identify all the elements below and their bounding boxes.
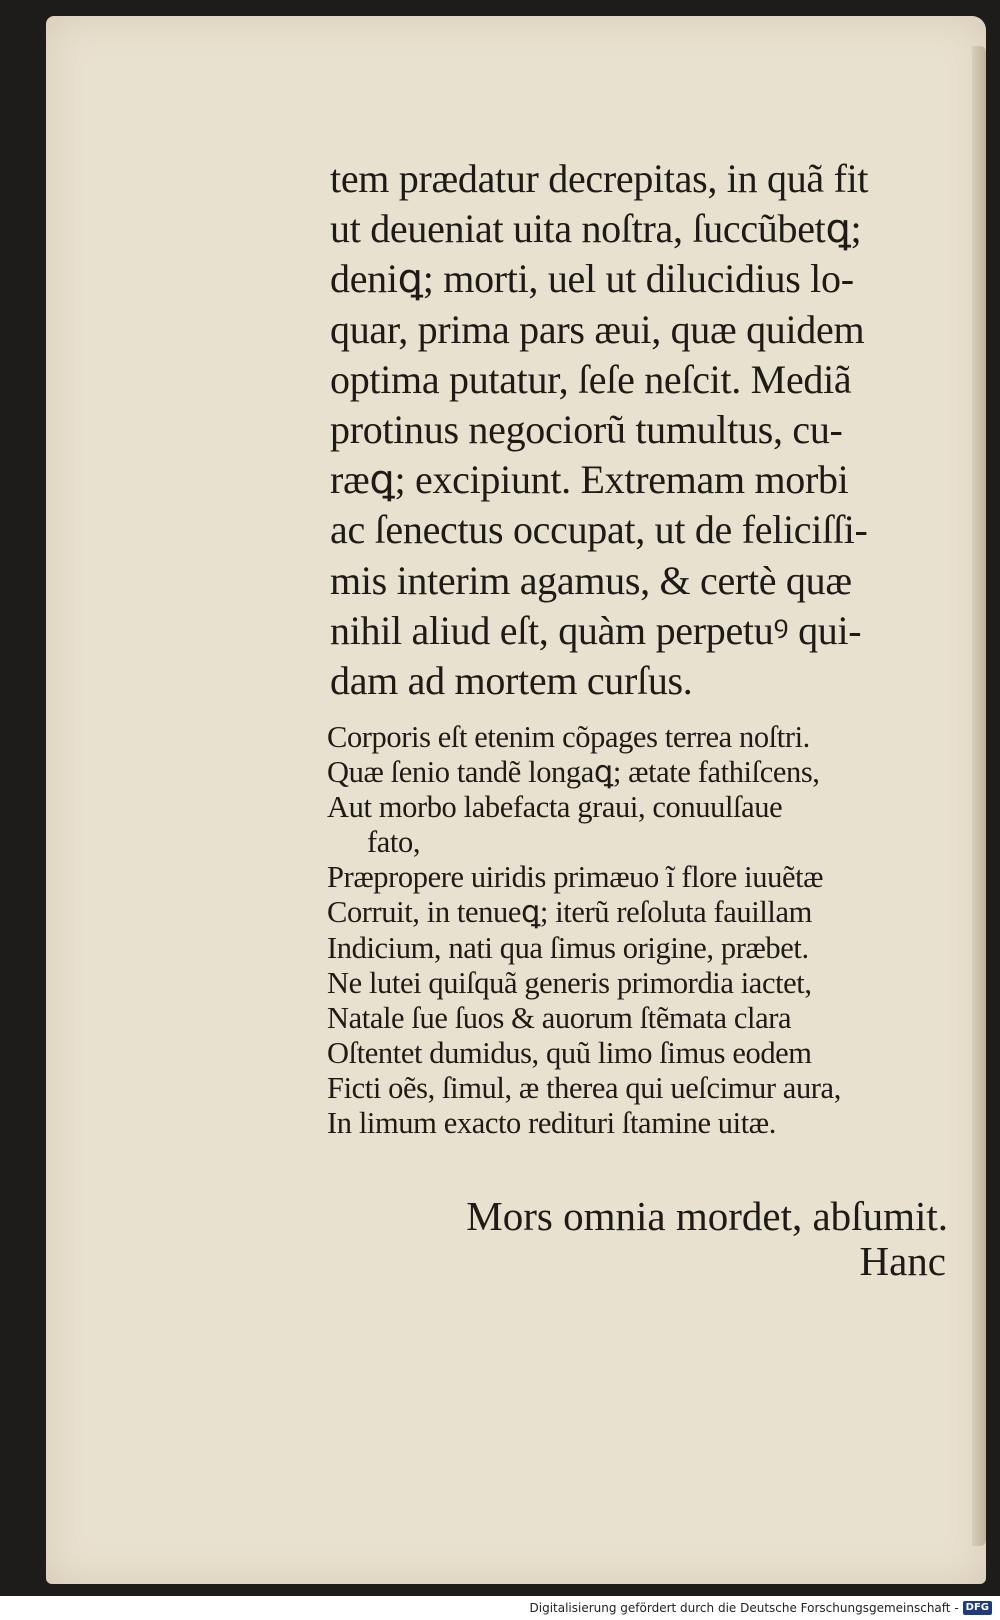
dfg-logo: DFG [963, 1601, 992, 1615]
verse-block [327, 720, 957, 1141]
prose-line: quar, prima pars æui, quæ quidem [330, 306, 865, 352]
prose-line: nihil aliud eſt, quàm perpetuꝰ qui- [330, 607, 862, 653]
verse-line: Ne lutei quiſquã generis primordia iactet, [327, 965, 812, 1000]
verse-line: Natale ſue ſuos & auorum ſtẽmata clara [327, 1000, 792, 1035]
catchword: Hanc [859, 1238, 946, 1284]
verse-line: Præpropere uiridis primæuo ĩ flore iuuẽtæ [327, 860, 824, 895]
verse-line: Quæ ſenio tandẽ longaꝗ; ætate fathiſcens, [327, 755, 820, 790]
prose-line: mis interim agamus, & certè quæ [330, 557, 852, 603]
prose-line: optima putatur, ſeſe neſcit. Mediã [330, 356, 852, 402]
prose-line: dam ad mortem curſus. [330, 658, 693, 704]
footer-text: Digitalisierung gefördert durch die Deutsche Forschungsgemeinschaft - [529, 1601, 959, 1615]
motto-heading: Mors omnia mordet, abſumit. [466, 1193, 948, 1239]
prose-line: tem prædatur decrepitas, in quã fit [330, 156, 869, 201]
prose-line: deniꝗ; morti, uel ut dilucidius lo- [330, 256, 854, 302]
verse-line: Aut morbo labefacta graui, conuulſaue [327, 790, 783, 825]
verse-line: Indicium, nati qua ſimus origine, præbet. [327, 930, 809, 965]
verse-line: Corporis eſt etenim cõpages terrea noſtri. [327, 720, 810, 754]
prose-line: ræꝗ; excipiunt. Extremam morbi [330, 457, 849, 503]
verse-line: Oſtentet dumidus, quũ limo ſimus eodem [327, 1035, 812, 1070]
prose-line: ut deueniat uita noſtra, ſuccũbetꝗ; [330, 206, 862, 252]
verse-line: In limum exacto redituri ſtamine uitæ. [327, 1106, 776, 1141]
verse-line: Corruit, in tenueꝗ; iterũ reſoluta fauillam [327, 895, 812, 930]
prose-line: protinus negociorũ tumultus, cu- [330, 407, 843, 453]
prose-block [330, 154, 950, 706]
prose-line: ac ſenectus occupat, ut de feliciſſi- [330, 507, 868, 553]
digitization-footer [530, 1599, 993, 1617]
verse-line-continuation: fato, [367, 825, 421, 860]
verse-line: Ficti oẽs, ſimul, æ therea qui ueſcimur aura, [327, 1070, 841, 1105]
page-edge [972, 46, 986, 1546]
